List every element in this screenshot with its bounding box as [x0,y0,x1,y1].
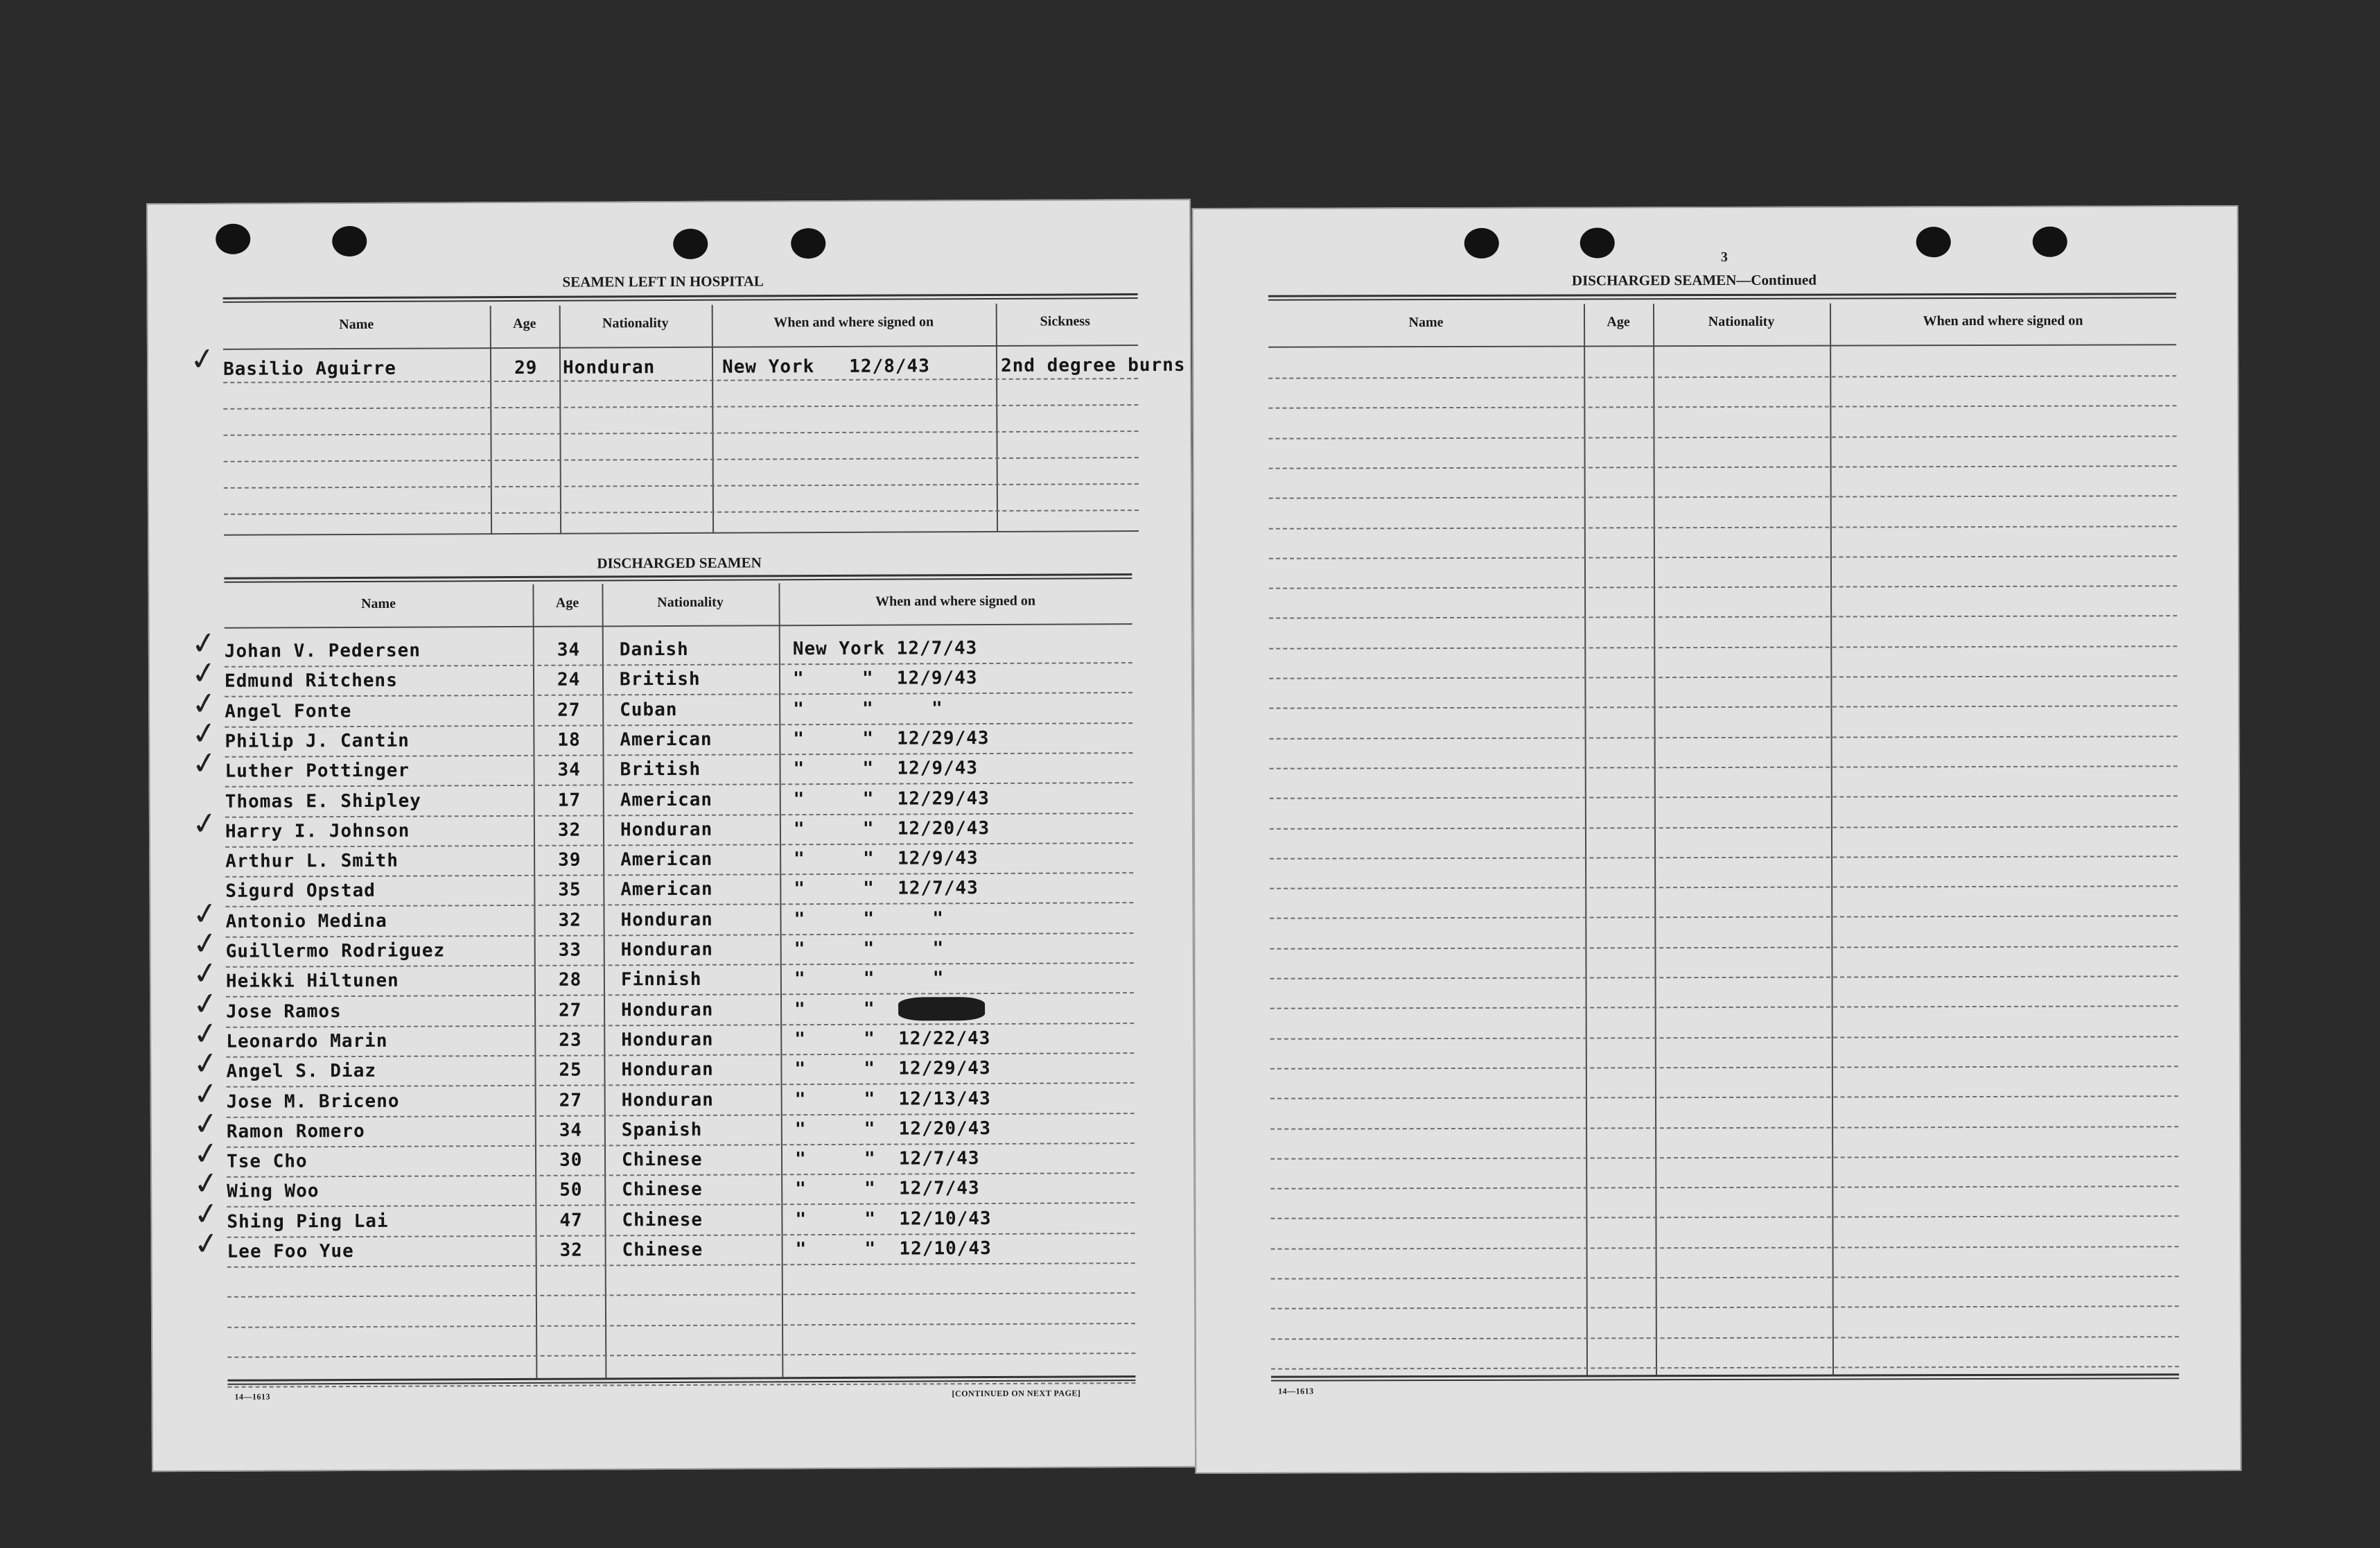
seaman-age: 32 [557,819,581,841]
seaman-name: Luther Pottinger [225,760,410,782]
column-divider [712,305,714,534]
ink-smudge [898,997,985,1021]
row-line [1269,675,2177,679]
checkmark-icon: ✓ [191,1134,222,1174]
continued-note: [CONTINUED ON NEXT PAGE] [952,1388,1081,1399]
seaman-name: Thomas E. Shipley [225,790,421,812]
row-line [1270,885,2178,889]
row-line [1270,1126,2178,1129]
seaman-name: Lee Foo Yue [227,1241,354,1262]
row-line [1270,1156,2178,1159]
checkmark-icon: ✓ [191,1104,222,1144]
seaman-name: Sigurd Opstad [225,880,376,902]
column-divider [490,306,492,534]
row-line [1271,1305,2179,1309]
continued-bottom-rule [1271,1373,2179,1381]
form-number: 14—1613 [234,1391,271,1402]
seaman-nationality: American [620,729,712,751]
punch-hole [1916,227,1951,257]
row-line [1268,405,2176,408]
row-line [225,842,1133,848]
seaman-name: Angel Fonte [225,701,352,722]
seaman-nationality: Honduran [621,999,714,1021]
continued-top-rule [1268,293,2176,300]
row-line [227,1082,1135,1088]
hospital-nationality: Honduran [562,357,656,379]
column-divider [602,584,606,1377]
hospital-bottom-rule [224,530,1139,536]
hospital-col-nationality: Nationality [602,315,669,331]
seaman-age: 39 [558,849,581,871]
checkmark-icon: ✓ [189,804,220,844]
row-line [225,752,1132,758]
form-number: 14—1613 [1278,1386,1314,1396]
column-divider [996,304,998,532]
seaman-signed-on: " " 12/9/43 [792,668,978,690]
row-line [1271,1276,2179,1279]
seaman-nationality: Honduran [621,1089,714,1111]
column-divider [778,583,783,1377]
hospital-age: 29 [514,357,538,379]
row-line [227,1262,1135,1268]
continued-section-title: DISCHARGED SEAMEN—Continued [1571,271,1817,289]
checkmark-icon: ✓ [190,1044,221,1084]
seaman-signed-on: New York 12/7/43 [792,638,978,660]
seaman-signed-on: " " 12/20/43 [793,817,990,840]
row-line [1269,615,2177,618]
row-line [1270,975,2178,979]
seaman-nationality: Chinese [622,1209,703,1231]
punch-hole [1464,228,1499,259]
seaman-nationality: Cuban [620,699,678,721]
seaman-signed-on: " " 12/29/43 [794,1057,991,1080]
row-line [227,1292,1135,1298]
row-line [227,1353,1135,1358]
row-line [227,1142,1135,1148]
row-line [226,1023,1134,1028]
hospital-col-age: Age [513,315,536,331]
punch-hole [673,229,708,259]
row-line [227,1202,1135,1208]
seaman-age: 27 [559,1090,583,1111]
seaman-signed-on: " " 12/22/43 [794,1027,991,1050]
continued-col-nationality: Nationality [1708,313,1775,330]
punch-hole [216,224,250,254]
checkmark-icon: ✓ [190,894,220,934]
seaman-name: Antonio Medina [225,910,387,932]
seaman-age: 33 [558,939,582,961]
discharged-col-name: Name [360,595,396,611]
column-divider [1584,304,1588,1375]
row-line [1270,795,2178,799]
checkmark-icon: ✓ [189,624,220,663]
seaman-age: 30 [559,1149,583,1171]
seaman-signed-on: " " 12/10/43 [795,1208,992,1230]
discharged-top-rule [224,573,1132,583]
discharged-section-title: DISCHARGED SEAMEN [597,554,762,572]
seaman-name: Philip J. Cantin [225,730,410,752]
hospital-col-name: Name [339,316,374,333]
row-line [225,902,1133,907]
checkmark-icon: ✓ [191,1194,222,1234]
seaman-name: Arthur L. Smith [225,850,399,872]
seaman-nationality: Honduran [620,939,714,961]
seaman-nationality: Honduran [621,1059,714,1081]
continued-col-signed: When and where signed on [1923,313,2083,329]
row-line [1271,1336,2179,1339]
seaman-nationality: Honduran [620,909,713,931]
hospital-top-rule [223,293,1138,303]
row-line [1269,465,2177,469]
row-line [1270,1066,2178,1069]
seaman-nationality: Chinese [622,1179,703,1201]
row-line [1270,826,2178,829]
seaman-signed-on: " " 12/9/43 [793,758,979,780]
seaman-name: Wing Woo [227,1181,320,1202]
row-line [224,483,1139,489]
seaman-nationality: British [619,668,701,690]
seaman-signed-on: " " 12/10/43 [795,1237,992,1260]
seaman-nationality: Chinese [622,1239,703,1261]
seaman-name: Jose M. Briceno [226,1090,400,1113]
column-divider [1653,304,1657,1375]
seaman-name: Harry I. Johnson [225,820,410,842]
row-line [223,431,1138,436]
row-line [226,962,1134,968]
punch-hole [791,228,825,259]
discharged-col-signed: When and where signed on [875,593,1035,609]
seaman-age: 34 [557,639,581,661]
seaman-age: 18 [557,729,581,751]
row-line [1270,1005,2178,1009]
seaman-name: Edmund Ritchens [224,670,398,692]
row-line [225,812,1133,818]
row-line [224,457,1139,462]
row-line [226,992,1134,998]
row-line [226,1052,1134,1058]
punch-hole [1580,227,1615,258]
seaman-age: 27 [559,1000,582,1021]
checkmark-icon: ✓ [189,744,220,783]
seaman-signed-on: " " 12/20/43 [794,1117,992,1140]
checkmark-icon: ✓ [189,714,220,754]
checkmark-icon: ✓ [191,1075,221,1114]
seaman-nationality: British [620,758,701,781]
right-page [1192,205,2242,1474]
left-page [146,199,1196,1472]
seaman-signed-on: " " " [794,908,945,930]
row-line [1269,705,2177,708]
checkmark-icon: ✓ [190,984,221,1024]
hospital-signed: New York 12/8/43 [721,356,930,378]
seaman-signed-on: " " 12/13/43 [794,1088,991,1111]
seaman-name: Heikki Hiltunen [225,970,399,992]
row-line [1270,1095,2178,1099]
checkmark-icon: ✓ [190,1014,221,1054]
seaman-nationality: American [620,878,713,901]
seaman-name: Leonardo Marin [226,1030,388,1052]
row-line [224,510,1139,515]
seaman-age: 25 [559,1059,582,1081]
hospital-col-sickness: Sickness [1040,313,1090,329]
seaman-nationality: Spanish [621,1119,703,1141]
seaman-name: Guillermo Rodriguez [225,940,446,962]
seaman-signed-on: " " 12/9/43 [794,848,979,870]
seaman-nationality: Chinese [621,1149,703,1171]
seaman-signed-on: " " 12/7/43 [794,1148,980,1170]
row-line [225,722,1132,728]
column-divider [532,584,537,1378]
hospital-sickness: 2nd degree burns [1000,354,1186,376]
seaman-age: 24 [557,669,581,690]
hospital-col-signed: When and where signed on [773,314,934,331]
row-line [225,662,1132,668]
seaman-age: 28 [558,969,582,991]
row-line [1270,736,2178,739]
row-line [1271,1246,2179,1249]
seaman-nationality: American [620,849,713,871]
seaman-nationality: Danish [619,638,689,661]
column-divider [559,306,561,534]
checkmark-icon: ✓ [190,924,221,964]
row-line [1270,855,2178,859]
seaman-age: 50 [559,1179,583,1201]
seaman-signed-on: " " 12/29/43 [793,727,990,750]
hospital-section-title: SEAMEN LEFT IN HOSPITAL [562,272,764,290]
row-line [1268,375,2176,379]
row-line [1270,765,2178,769]
row-line [1269,525,2177,529]
seaman-name: Ramon Romero [226,1120,365,1142]
hospital-name: Basilio Aguirre [222,358,396,380]
column-divider [1830,304,1834,1375]
continued-rows [1192,205,2239,208]
seaman-name: Shing Ping Lai [227,1210,389,1233]
seaman-name: Tse Cho [226,1151,308,1172]
seaman-signed-on: " " 12/7/43 [795,1178,980,1200]
seaman-age: 34 [559,1120,583,1141]
seaman-age: 34 [557,759,581,781]
seaman-name: Johan V. Pedersen [224,640,421,662]
seaman-nationality: Honduran [620,819,713,841]
checkmark-icon: ✓ [191,1224,222,1264]
seaman-signed-on: " " " [794,968,945,990]
row-line [1270,1215,2178,1219]
row-line [1270,1036,2178,1039]
row-line [1268,435,2176,439]
row-line [1270,946,2178,949]
row-line [227,1233,1135,1238]
seaman-signed-on: " " 12/7/43 [794,878,979,900]
seaman-age: 23 [559,1029,582,1051]
row-line [1269,495,2177,498]
page-number: 3 [1720,249,1728,265]
punch-hole [332,226,367,256]
continued-col-name: Name [1408,315,1444,331]
checkmark-icon: ✓ [191,1164,222,1203]
row-line [227,1172,1135,1178]
checkmark-icon: ✓ [187,340,218,379]
checkmark-icon: ✓ [190,954,221,993]
row-line [225,872,1133,878]
hospital-header-rule [223,345,1138,350]
discharged-header-rule [225,623,1132,629]
seaman-age: 32 [559,1240,583,1261]
discharged-col-nationality: Nationality [657,594,724,611]
seaman-age: 47 [559,1210,583,1231]
seaman-name: Angel S. Diaz [226,1060,377,1082]
seaman-age: 17 [557,790,581,811]
seaman-signed-on: " " " [793,698,943,720]
checkmark-icon: ✓ [189,684,220,724]
seaman-signed-on: " " [794,998,875,1020]
row-line [1269,555,2177,559]
seaman-signed-on: " " " [794,938,945,960]
seaman-nationality: American [620,789,713,811]
row-line [225,782,1133,788]
row-line [1271,1366,2179,1369]
row-line [1269,585,2177,589]
seaman-nationality: Honduran [621,1029,714,1051]
seaman-age: 27 [557,699,581,721]
seaman-age: 32 [558,910,581,931]
seaman-signed-on: " " 12/29/43 [793,788,990,810]
seaman-age: 35 [558,879,581,901]
checkmark-icon: ✓ [189,654,220,693]
continued-header-rule [1268,344,2176,347]
discharged-col-age: Age [555,595,579,611]
punch-hole [2033,227,2067,257]
row-line [226,932,1134,938]
row-line [1270,1185,2178,1189]
continued-col-age: Age [1607,314,1630,330]
row-line [1270,915,2178,919]
seaman-nationality: Finnish [620,968,702,991]
row-line [1269,645,2177,649]
row-line [227,1113,1135,1118]
row-line [227,1323,1135,1328]
row-line [223,404,1138,410]
row-line [225,692,1132,697]
seaman-name: Jose Ramos [226,1001,342,1023]
